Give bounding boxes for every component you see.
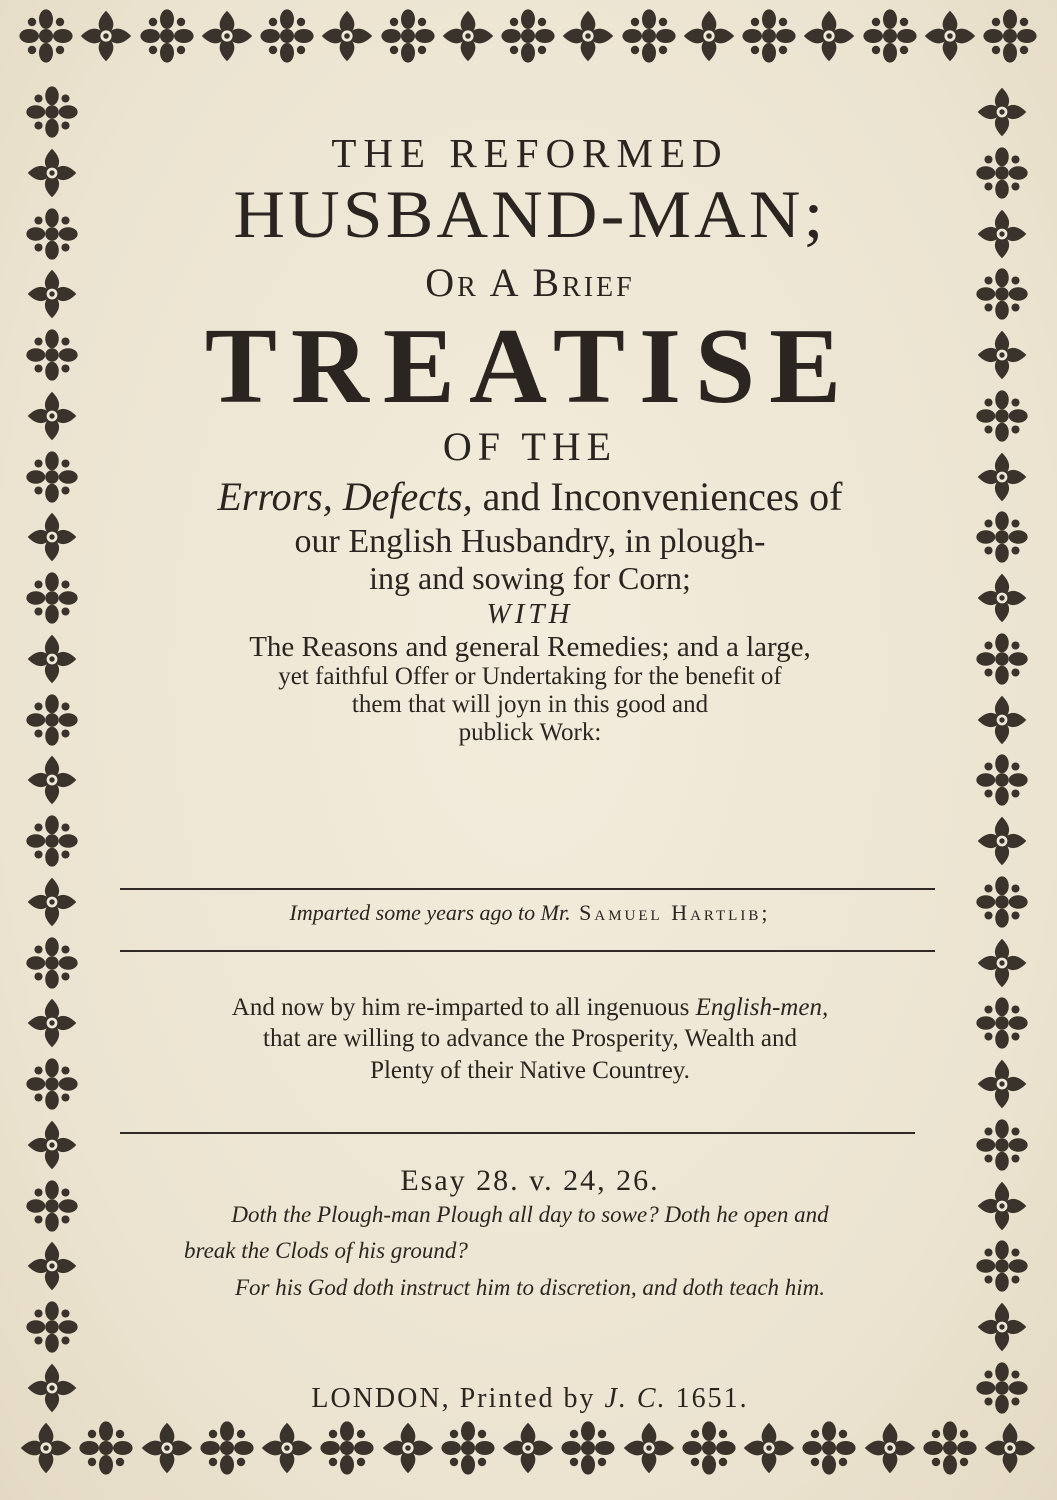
fleuron-icon <box>139 1420 195 1476</box>
fleuron-icon <box>25 632 79 686</box>
imprint <box>100 1383 960 1415</box>
fleuron-icon <box>975 632 1029 686</box>
fleuron-icon <box>975 1118 1029 1172</box>
fleuron-icon <box>975 1361 1029 1415</box>
reimparted-block <box>100 992 960 1086</box>
fleuron-icon <box>139 8 195 64</box>
fleuron-icon <box>199 8 255 64</box>
fleuron-icon <box>18 8 74 64</box>
fleuron-icon <box>440 1420 496 1476</box>
fleuron-icon <box>975 328 1029 382</box>
fleuron-icon <box>25 1300 79 1354</box>
title-line-husband-man: HUSBAND-MAN; <box>233 176 827 253</box>
rule-2 <box>120 950 935 952</box>
subtitle-line-reasons: The Reasons and general Remedies; and a large, <box>249 630 811 663</box>
fleuron-icon <box>25 693 79 747</box>
subtitle-of: of <box>809 473 843 519</box>
scripture-verse-1: Doth the Plough-man Plough all day to sowe? Doth he open and <box>231 1201 829 1227</box>
ornament-border-left <box>22 85 82 1415</box>
fleuron-icon <box>25 814 79 868</box>
fleuron-icon <box>975 936 1029 990</box>
fleuron-icon <box>681 1420 737 1476</box>
title-line-the-reformed: THE REFORMED <box>331 130 729 176</box>
scripture-verse-3: For his God doth instruct him to discretion, and doth teach him. <box>234 1275 826 1301</box>
reimparted-line-2: that are willing to advance the Prosperity, Wealth and <box>263 1025 797 1053</box>
fleuron-icon <box>922 1420 978 1476</box>
title-line-or-a-brief: Or A Brief <box>425 260 635 306</box>
ornament-border-right <box>972 85 1032 1415</box>
fleuron-icon <box>25 936 79 990</box>
ornament-border-bottom <box>18 1420 1038 1490</box>
rule-3 <box>120 1132 915 1134</box>
fleuron-icon <box>862 8 918 64</box>
fleuron-icon <box>975 1057 1029 1111</box>
subtitle-line-publick-work: publick Work: <box>458 719 602 747</box>
imparted-prefix: Imparted some years ago to Mr. <box>289 900 571 925</box>
fleuron-icon <box>975 85 1029 139</box>
fleuron-icon <box>199 1420 255 1476</box>
fleuron-icon <box>25 1239 79 1293</box>
rule-1 <box>120 888 935 890</box>
fleuron-icon <box>78 8 134 64</box>
fleuron-icon <box>25 996 79 1050</box>
reimparted-line-3: Plenty of their Native Countrey. <box>370 1056 690 1084</box>
fleuron-icon <box>25 207 79 261</box>
imprint-printed-by: Printed by <box>450 1383 605 1414</box>
fleuron-icon <box>25 146 79 200</box>
subtitle-line-offer: yet faithful Offer or Undertaking for the benefit of <box>278 662 782 690</box>
subtitle-line-english-husbandry: our English Husbandry, in plough- <box>294 522 766 560</box>
fleuron-icon <box>975 267 1029 321</box>
fleuron-icon <box>560 8 616 64</box>
fleuron-icon <box>975 510 1029 564</box>
subtitle-and-inconveniences: and Inconveniences <box>472 473 810 519</box>
fleuron-icon <box>621 8 677 64</box>
fleuron-icon <box>25 1118 79 1172</box>
title-block <box>100 110 960 747</box>
imprint-year: 1651. <box>666 1383 749 1414</box>
fleuron-icon <box>801 8 857 64</box>
fleuron-icon <box>975 753 1029 807</box>
fleuron-icon <box>975 1179 1029 1233</box>
ornament-border-top <box>18 8 1038 78</box>
imparted-line <box>100 900 960 926</box>
fleuron-icon <box>380 8 436 64</box>
fleuron-icon <box>500 1420 556 1476</box>
fleuron-icon <box>975 207 1029 261</box>
fleuron-icon <box>25 1057 79 1111</box>
fleuron-icon <box>25 510 79 564</box>
fleuron-icon <box>975 814 1029 868</box>
fleuron-icon <box>259 8 315 64</box>
fleuron-icon <box>25 389 79 443</box>
fleuron-icon <box>975 1239 1029 1293</box>
fleuron-icon <box>25 85 79 139</box>
fleuron-icon <box>500 8 556 64</box>
fleuron-icon <box>975 996 1029 1050</box>
scripture-block <box>100 1165 960 1307</box>
fleuron-icon <box>319 1420 375 1476</box>
fleuron-icon <box>801 1420 857 1476</box>
reimparted-line-1-text: And now by him re-imparted to all ingenuous <box>231 994 696 1021</box>
subtitle-line-errors <box>100 473 960 519</box>
imparted-name: Samuel Hartlib; <box>570 900 771 925</box>
fleuron-icon <box>319 8 375 64</box>
imprint-printer: J. C. <box>604 1383 667 1414</box>
fleuron-icon <box>975 389 1029 443</box>
fleuron-icon <box>681 8 737 64</box>
fleuron-icon <box>975 571 1029 625</box>
fleuron-icon <box>25 571 79 625</box>
fleuron-icon <box>25 875 79 929</box>
fleuron-icon <box>25 753 79 807</box>
fleuron-icon <box>982 8 1038 64</box>
subtitle-line-joyn: them that will joyn in this good and <box>351 691 709 719</box>
fleuron-icon <box>259 1420 315 1476</box>
fleuron-icon <box>18 1420 74 1476</box>
subtitle-line-sowing: ing and sowing for Corn; <box>369 559 691 596</box>
fleuron-icon <box>621 1420 677 1476</box>
fleuron-icon <box>25 328 79 382</box>
fleuron-icon <box>440 8 496 64</box>
scripture-verse-2: break the Clods of his ground? <box>184 1238 468 1264</box>
fleuron-icon <box>25 450 79 504</box>
fleuron-icon <box>78 1420 134 1476</box>
fleuron-icon <box>741 8 797 64</box>
fleuron-icon <box>975 875 1029 929</box>
reimparted-english-men: English-men, <box>695 994 829 1021</box>
fleuron-icon <box>560 1420 616 1476</box>
fleuron-icon <box>975 693 1029 747</box>
scripture-reference: Esay 28. v. 24, 26. <box>400 1164 660 1197</box>
fleuron-icon <box>25 1361 79 1415</box>
subtitle-line-with: WITH <box>486 598 574 631</box>
fleuron-icon <box>380 1420 436 1476</box>
fleuron-icon <box>975 450 1029 504</box>
fleuron-icon <box>862 1420 918 1476</box>
fleuron-icon <box>982 1420 1038 1476</box>
fleuron-icon <box>25 1179 79 1233</box>
fleuron-icon <box>25 267 79 321</box>
subtitle-errors-defects: Errors, Defects, <box>217 473 473 519</box>
title-line-of-the: OF THE <box>442 423 618 469</box>
imprint-place: LONDON, <box>311 1383 451 1414</box>
fleuron-icon <box>975 146 1029 200</box>
fleuron-icon <box>922 8 978 64</box>
fleuron-icon <box>975 1300 1029 1354</box>
title-line-treatise: TREATISE <box>204 307 856 427</box>
fleuron-icon <box>741 1420 797 1476</box>
reimparted-line-1 <box>100 992 960 1023</box>
